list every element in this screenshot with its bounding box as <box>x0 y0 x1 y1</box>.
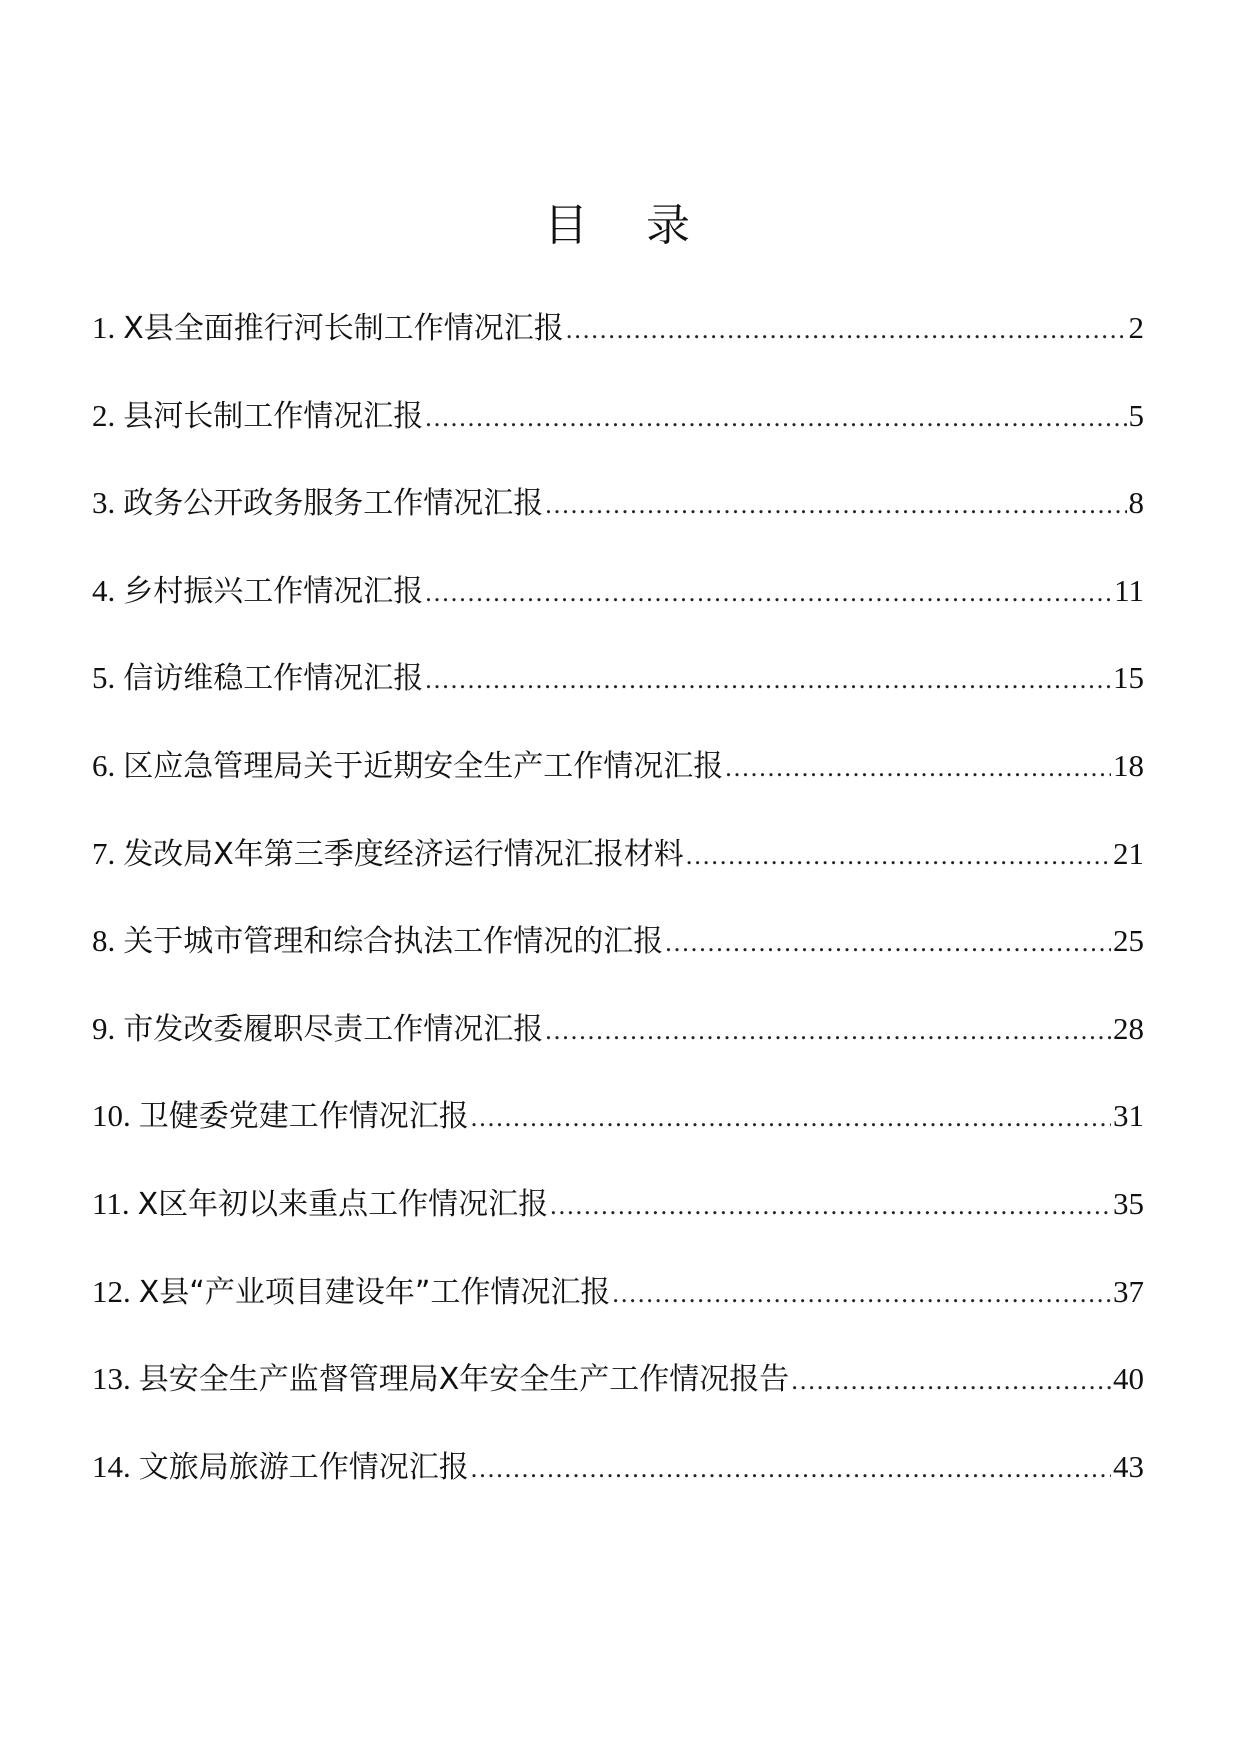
toc-dot-leader <box>425 650 1111 710</box>
toc-entry-number: 11. <box>92 1185 130 1221</box>
toc-entry-2[interactable] <box>92 386 1144 474</box>
toc-entry-page: 25 <box>1113 923 1144 959</box>
toc-entry-title: X县全面推行河长制工作情况汇报 <box>123 311 564 346</box>
toc-entry-1[interactable] <box>92 298 1144 386</box>
toc-entry-12[interactable] <box>92 1262 1144 1350</box>
toc-entry-page: 5 <box>1128 397 1144 433</box>
toc-dot-leader <box>566 300 1127 360</box>
toc-dot-leader <box>612 1264 1111 1324</box>
toc-dot-leader <box>545 475 1126 535</box>
toc-entry-number: 1. <box>92 310 116 345</box>
toc-entry-number: 14. <box>92 1448 131 1484</box>
toc-entry-number: 5. <box>92 660 116 696</box>
toc-dot-leader <box>550 1176 1111 1236</box>
toc-dot-leader <box>686 826 1111 886</box>
toc-entry-13[interactable] <box>92 1349 1144 1437</box>
toc-dot-leader <box>791 1351 1111 1411</box>
toc-dot-leader <box>545 1001 1111 1061</box>
toc-entry-title: 文旅局旅游工作情况汇报 <box>138 1449 469 1485</box>
toc-entry-14[interactable] <box>92 1437 1144 1525</box>
toc-entry-page: 35 <box>1113 1185 1144 1221</box>
toc-entry-11[interactable] <box>92 1174 1144 1262</box>
toc-entry-title: 卫健委党建工作情况汇报 <box>138 1099 469 1135</box>
toc-entry-title: 县河长制工作情况汇报 <box>123 398 424 434</box>
toc-entry-title: 政务公开政务服务工作情况汇报 <box>123 486 544 522</box>
toc-dot-leader <box>425 388 1126 448</box>
toc-entry-7[interactable] <box>92 824 1144 912</box>
toc-entry-8[interactable] <box>92 911 1144 999</box>
toc-entry-page: 28 <box>1113 1010 1144 1046</box>
toc-entry-title: 关于城市管理和综合执法工作情况的汇报 <box>123 924 664 960</box>
toc-entry-number: 7. <box>92 835 116 871</box>
toc-dot-leader <box>425 563 1112 623</box>
toc-entry-number: 9. <box>92 1010 116 1046</box>
toc-entry-page: 40 <box>1113 1361 1144 1397</box>
toc-entry-page: 21 <box>1113 835 1144 871</box>
toc-entry-number: 2. <box>92 397 116 433</box>
toc-entry-number: 4. <box>92 572 116 608</box>
toc-dot-leader <box>471 1439 1111 1499</box>
toc-list <box>92 298 1144 1524</box>
toc-entry-page: 8 <box>1128 485 1144 521</box>
toc-dot-leader <box>665 913 1111 973</box>
toc-entry-6[interactable] <box>92 736 1144 824</box>
toc-entry-page: 43 <box>1113 1448 1144 1484</box>
toc-entry-number: 10. <box>92 1098 131 1134</box>
toc-entry-title: X区年初以来重点工作情况汇报 <box>137 1186 549 1222</box>
toc-entry-number: 3. <box>92 485 116 521</box>
toc-entry-page: 11 <box>1114 572 1144 608</box>
toc-entry-title: 县安全生产监督管理局X年安全生产工作情况报告 <box>138 1362 790 1398</box>
toc-entry-page: 15 <box>1113 660 1144 696</box>
toc-entry-title: 发改局X年第三季度经济运行情况汇报材料 <box>123 836 684 872</box>
toc-entry-number: 12. <box>92 1273 131 1309</box>
toc-entry-page: 18 <box>1113 747 1144 783</box>
toc-entry-number: 13. <box>92 1361 131 1397</box>
toc-entry-title: 乡村振兴工作情况汇报 <box>123 573 424 609</box>
toc-entry-3[interactable] <box>92 473 1144 561</box>
toc-entry-page: 2 <box>1128 310 1144 345</box>
toc-entry-number: 6. <box>92 747 116 783</box>
toc-entry-title: 市发改委履职尽责工作情况汇报 <box>123 1011 544 1047</box>
toc-entry-5[interactable] <box>92 648 1144 736</box>
toc-entry-10[interactable] <box>92 1086 1144 1174</box>
toc-entry-page: 37 <box>1113 1273 1144 1309</box>
toc-entry-title: 信访维稳工作情况汇报 <box>123 661 424 697</box>
toc-entry-4[interactable] <box>92 561 1144 649</box>
toc-dot-leader <box>471 1088 1111 1148</box>
toc-title: 目 录 <box>544 200 712 251</box>
toc-entry-number: 8. <box>92 923 116 959</box>
toc-dot-leader <box>725 738 1111 798</box>
toc-entry-title: X县“产业项目建设年”工作情况汇报 <box>138 1274 611 1310</box>
toc-entry-page: 31 <box>1113 1098 1144 1134</box>
toc-entry-title: 区应急管理局关于近期安全生产工作情况汇报 <box>123 748 724 784</box>
toc-entry-9[interactable] <box>92 999 1144 1087</box>
